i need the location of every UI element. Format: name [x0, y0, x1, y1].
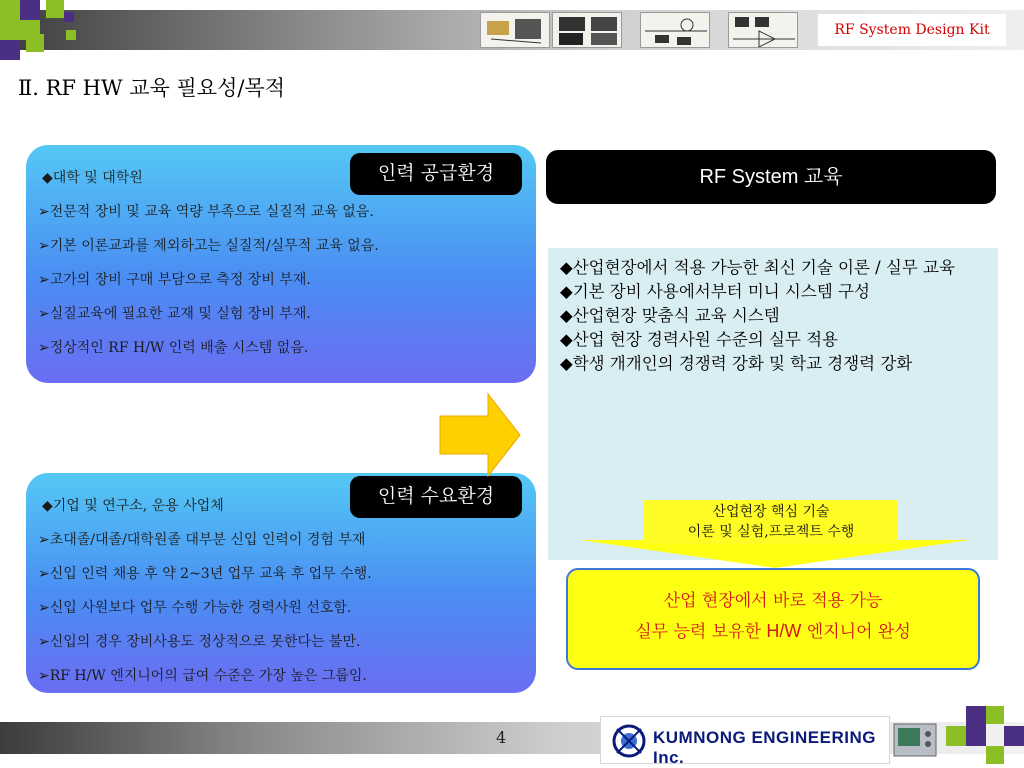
rf-item: ◆산업 현장 경력사원 수준의 실무 적용: [560, 330, 838, 349]
circuit-diagram-icon: [641, 13, 710, 48]
supply-tag: 인력 공급환경: [350, 153, 522, 195]
company-logo: [600, 716, 890, 767]
decor-square: [966, 706, 986, 726]
rf-item: ◆산업현장에서 적용 가능한 최신 기술 이론 / 실무 교육: [560, 258, 955, 277]
result-prefix: 실무 능력 보유한: [635, 622, 767, 642]
decor-square: [26, 34, 44, 52]
result-hw: H/W: [766, 621, 802, 641]
demand-item: ➢RF H/W 엔지니어의 급여 수준은 가장 높은 그룹임.: [38, 668, 367, 684]
company-name: KUMNONG ENGINEERING Inc.: [653, 728, 876, 767]
decor-square: [66, 30, 76, 40]
demand-item: ➢초대졸/대졸/대학원졸 대부분 신입 인력이 경험 부재: [38, 532, 366, 548]
supply-item: ➢고가의 장비 구매 부담으로 측정 장비 부재.: [38, 272, 311, 288]
page-title: Ⅱ. RF HW 교육 필요성/목적: [18, 76, 286, 100]
demand-item: ➢신입의 경우 장비사용도 정상적으로 못한다는 불만.: [38, 634, 361, 650]
kit-thumbnail-image: [728, 12, 798, 48]
page-number: 4: [496, 728, 507, 747]
supply-item: ➢정상적인 RF H/W 인력 배출 시스템 없음.: [38, 340, 309, 356]
demand-heading: ◆기업 및 연구소, 운용 사업체: [42, 498, 224, 514]
decor-square: [0, 20, 20, 40]
result-line: [568, 616, 978, 647]
decor-square: [966, 726, 986, 746]
callout-line: 산업현장 핵심 기술: [712, 504, 830, 520]
decor-square: [1004, 726, 1024, 746]
rf-item: ◆기본 장비 사용에서부터 미니 시스템 구성: [560, 282, 870, 301]
amplifier-diagram-icon: [729, 13, 798, 48]
kit-thumbnail-image: [552, 12, 622, 48]
right-arrow-icon: [438, 392, 522, 478]
supply-item: ➢전문적 장비 및 교육 역량 부족으로 실질적 교육 없음.: [38, 204, 374, 220]
decor-square: [946, 726, 966, 746]
supply-item: ➢실질교육에 필요한 교재 및 실험 장비 부재.: [38, 306, 311, 322]
brand-label: RF System Design Kit: [818, 14, 1006, 46]
instrument-icon: [892, 718, 938, 760]
decor-square: [986, 746, 1004, 764]
demand-item: ➢신입 인력 채용 후 약 2~3년 업무 교육 후 업무 수행.: [38, 566, 372, 582]
kit-thumbnail-image: [480, 12, 550, 48]
callout-line: 이론 및 실험,프로젝트 수행: [687, 524, 855, 540]
supply-item: ➢기본 이론교과를 제외하고는 실질적/실무적 교육 없음.: [38, 238, 379, 254]
chip-icon: [553, 13, 622, 48]
result-suffix: 엔지니어 완성: [801, 622, 911, 642]
rf-item: ◆학생 개개인의 경쟁력 강화 및 학교 경쟁력 강화: [560, 354, 913, 373]
rf-system-header: RF System 교육: [546, 150, 996, 204]
decor-square: [0, 0, 20, 20]
decor-square: [0, 40, 20, 60]
decor-square: [20, 0, 40, 20]
supply-heading: ◆대학 및 대학원: [42, 170, 143, 186]
rf-item: ◆산업현장 맞춤식 교육 시스템: [560, 306, 780, 325]
component-board-icon: [481, 13, 550, 48]
company-emblem-icon: [611, 723, 647, 759]
core-tech-callout: [644, 500, 898, 544]
demand-item: ➢신입 사원보다 업무 수행 가능한 경력사원 선호함.: [38, 600, 352, 616]
result-box: [566, 568, 980, 670]
demand-tag: 인력 수요환경: [350, 476, 522, 518]
result-line: 산업 현장에서 바로 적용 가능: [663, 591, 883, 611]
decor-square: [986, 706, 1004, 724]
kit-thumbnail-image: [640, 12, 710, 48]
decor-square: [46, 0, 64, 18]
decor-square: [64, 12, 74, 22]
